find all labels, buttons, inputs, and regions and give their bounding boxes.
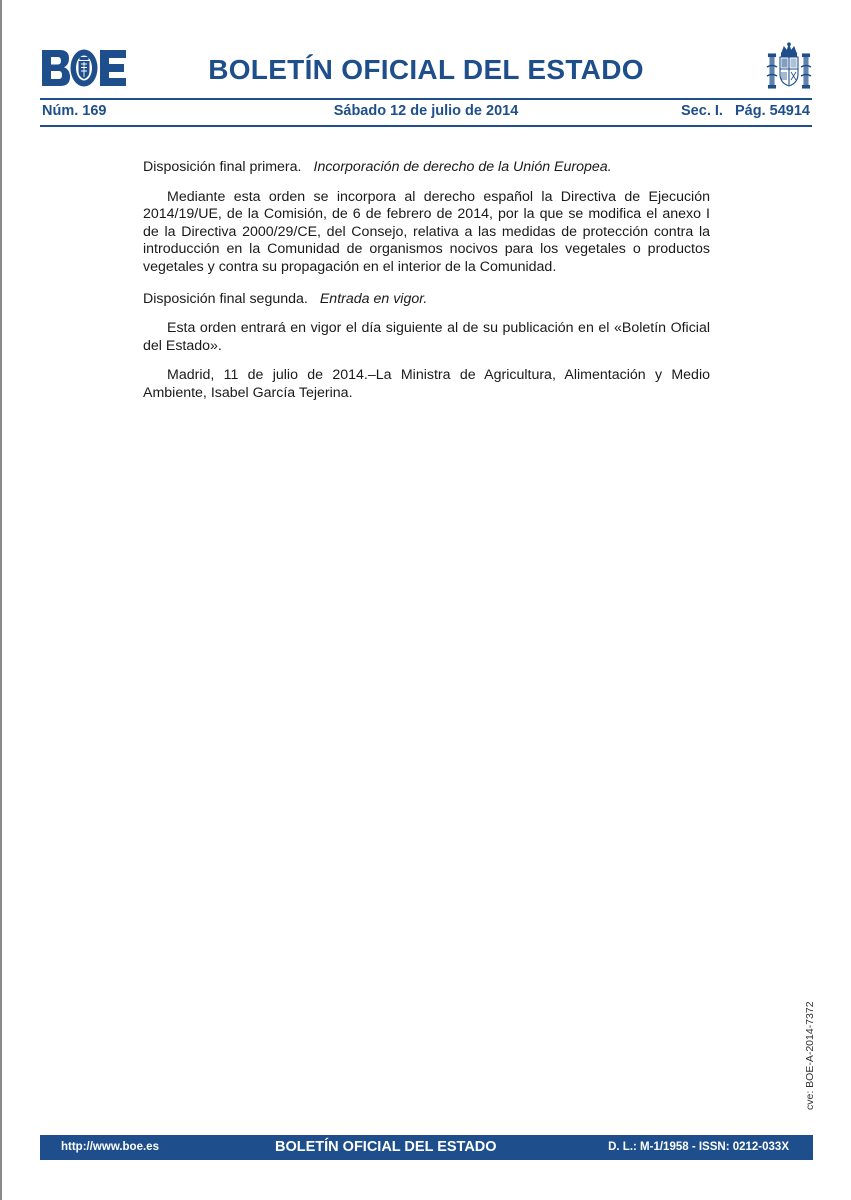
document-body — [143, 159, 710, 415]
disposition-title: Entrada en vigor. — [319, 290, 428, 307]
bulletin-title: BOLETÍN OFICIAL DEL ESTADO — [208, 54, 644, 85]
page-header — [40, 40, 812, 130]
page-footer — [40, 1135, 813, 1160]
header-info-bar — [40, 102, 812, 124]
issue-date: Sábado 12 de julio de 2014 — [333, 103, 519, 119]
cve-code: cve: BOE-A-2014-7372 — [804, 1001, 816, 1110]
issue-number: Núm. 169 — [42, 103, 107, 119]
footer-title: BOLETÍN OFICIAL DEL ESTADO — [275, 1139, 497, 1155]
disposition-label: Disposición final segunda. — [143, 290, 308, 307]
coat-of-arms-icon — [766, 42, 812, 92]
header-rule — [40, 125, 812, 127]
disposition-title: Incorporación de derecho de la Unión Europea. — [313, 159, 612, 175]
disposition-heading — [143, 291, 710, 309]
body-paragraph: Esta orden entrará en vigor el día siguiente al de su publicación en el «Boletín Oficial del Estado». — [143, 320, 710, 354]
page-edge — [0, 0, 2, 1200]
footer-url-link[interactable]: http://www.boe.es — [61, 1141, 159, 1153]
footer-legal: D. L.: M-1/1958 - ISSN: 0212-033X — [608, 1141, 789, 1153]
disposition-label: Disposición final primera. — [143, 159, 302, 175]
disposition-heading — [143, 159, 710, 177]
section-page: Sec. I. Pág. 54914 — [681, 103, 810, 119]
body-paragraph: Mediante esta orden se incorpora al derecho español la Directiva de Ejecución 2014/19/UE, de la Comisión, de 6 de febrero de 2014, por la que se modifica el anexo I de la Directiva 2000/29/CE, del Consejo, relativa a las medidas de protección contra la introducción en la Comunidad de organismos nocivos para los vegetales o productos vegetales y contra su propagación en el interior de la Comunidad. — [143, 188, 710, 275]
header-rule — [40, 98, 812, 100]
signature-paragraph: Madrid, 11 de julio de 2014.–La Ministra de Agricultura, Alimentación y Medio Ambiente, Isabel García Tejerina. — [143, 367, 710, 401]
